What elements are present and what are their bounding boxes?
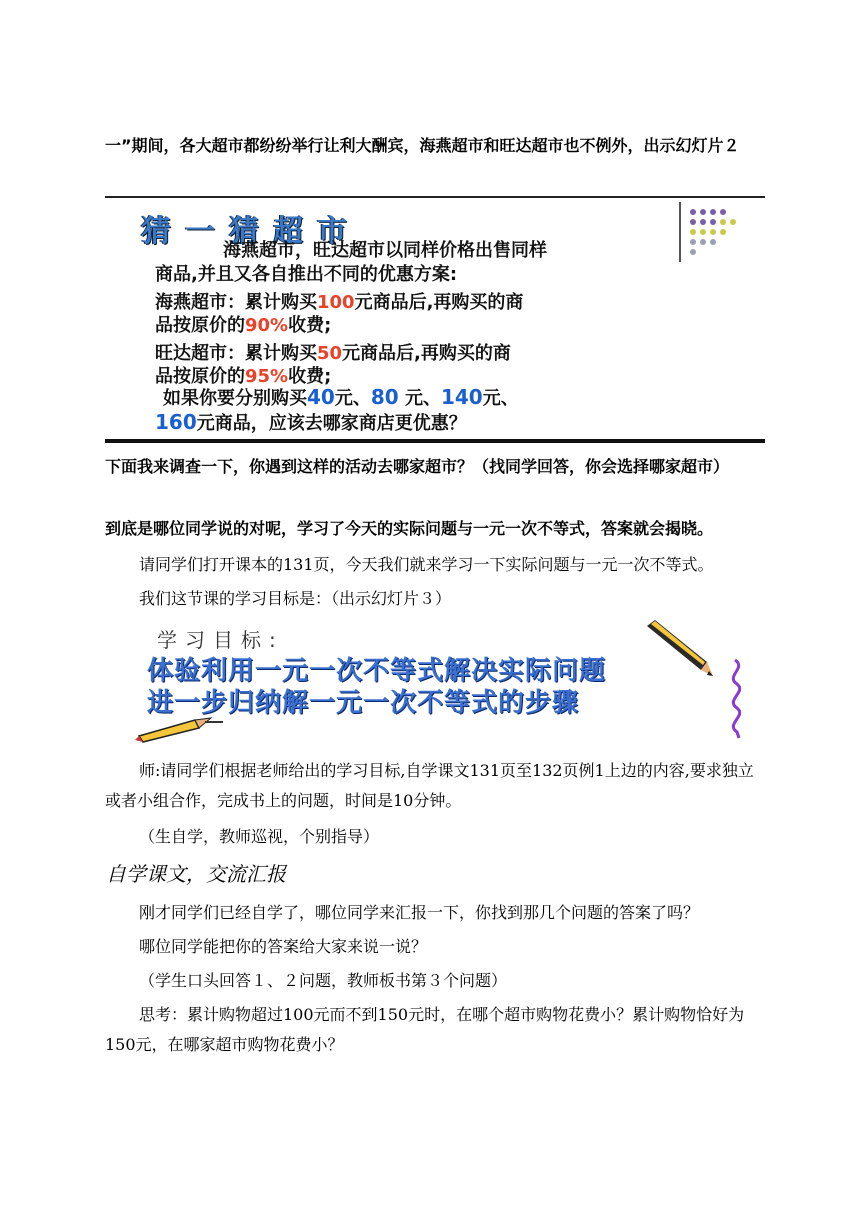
paragraph-reveal: 到底是哪位同学说的对呢，学习了今天的实际问题与一元一次不等式，答案就会揭晓。 (105, 519, 714, 538)
paragraph-share-answer: 哪位同学能把你的答案给大家来说一说？ (139, 937, 428, 956)
learning-goal-1: 体验利用一元一次不等式解决实际问题 (147, 656, 607, 686)
slide-line-3-c: 元商品后,再购买的商 (354, 292, 524, 313)
slide-line-4-rate: 90% (245, 315, 289, 336)
slide-line-4 (155, 311, 331, 337)
slide-line-2: 商品,并且又各自推出不同的优惠方案: (155, 264, 458, 285)
slide-line-7-40: 40 (307, 385, 335, 409)
paragraph-think: 思考：累计购物超过100元而不到150元时，在哪个超市购物花费小？累计购物恰好为150元，在哪家超市购物花费小？ (105, 1005, 745, 1054)
slide-line-5-a: 旺达超市：累计购买 (155, 343, 317, 364)
slide-line-8-160: 160 (155, 410, 197, 434)
paragraph-report: 刚才同学们已经自学了，哪位同学来汇报一下，你找到那几个问题的答案了吗？ (139, 903, 700, 922)
slide-bottom-rule (105, 439, 765, 443)
slide-line-6-a: 品按原价的 (155, 366, 245, 387)
slide-line-1: 海燕超市，旺达超市以同样价格出售同样 (223, 240, 547, 261)
slide-line-4-a: 品按原价的 (155, 315, 245, 336)
slide-line-6-c: 收费; (288, 366, 332, 387)
slide-line-8-b: 元商品，应该去哪家商店更优惠？ (196, 413, 467, 434)
slide-line-6-rate: 95% (245, 366, 289, 387)
slide-line-3-a: 海燕超市：累计购买 (155, 292, 317, 313)
slide-line-7-g: 元、 (482, 388, 519, 409)
slide-line-8 (155, 409, 467, 435)
section-heading: 自学课文，交流汇报 (106, 862, 286, 886)
slide-line-7 (163, 384, 519, 410)
paragraph-open-book: 请同学们打开课本的131页，今天我们就来学习一下实际问题与一元一次不等式。 (139, 555, 714, 574)
pencil-icon (643, 618, 713, 678)
slide-title: 猜一猜超市 (141, 214, 361, 249)
slide-line-7-e: 元、 (398, 388, 441, 409)
paragraph-intro: 一”期间，各大超市都纷纷举行让利大酬宾，海燕超市和旺达超市也不例外，出示幻灯片２ (105, 136, 740, 155)
slide-line-7-c: 元、 (334, 388, 371, 409)
slide-3-image (135, 618, 750, 746)
slide-line-3-amount: 100 (317, 292, 355, 313)
slide-line-4-c: 收费; (288, 315, 332, 336)
slide-divider (679, 202, 681, 262)
slide-3-label: 学习目标: (157, 628, 284, 652)
slide-2-image (105, 196, 765, 446)
squiggle-decoration-icon (725, 658, 747, 740)
pencil-small-icon (135, 714, 225, 744)
slide-top-rule (105, 196, 765, 198)
learning-goal-2: 进一步归纳解一元一次不等式的步骤 (147, 688, 580, 718)
slide-line-5-amount: 50 (317, 343, 343, 364)
slide-line-7-80: 80 (370, 385, 399, 409)
dots-decoration-icon (685, 206, 745, 256)
paragraph-self-study: （生自学，教师巡视，个别指导） (139, 827, 380, 846)
paragraph-survey: 下面我来调查一下，你遇到这样的活动去哪家超市？（找同学回答，你会选择哪家超市） (105, 457, 730, 476)
slide-line-7-140: 140 (440, 385, 483, 409)
paragraph-goals-intro: 我们这节课的学习目标是：（出示幻灯片３） (139, 589, 452, 608)
slide-line-7-a: 如果你要分别购买 (163, 388, 307, 409)
paragraph-teacher-instructions: 师:请同学们根据老师给出的学习目标,自学课文131页至132页例1上边的内容,要求独立或者小组合作，完成书上的问题，时间是10分钟。 (105, 761, 754, 810)
paragraph-oral-answer: （学生口头回答１、２问题，教师板书第３个问题） (139, 971, 508, 990)
slide-line-5-c: 元商品后,再购买的商 (342, 343, 511, 364)
